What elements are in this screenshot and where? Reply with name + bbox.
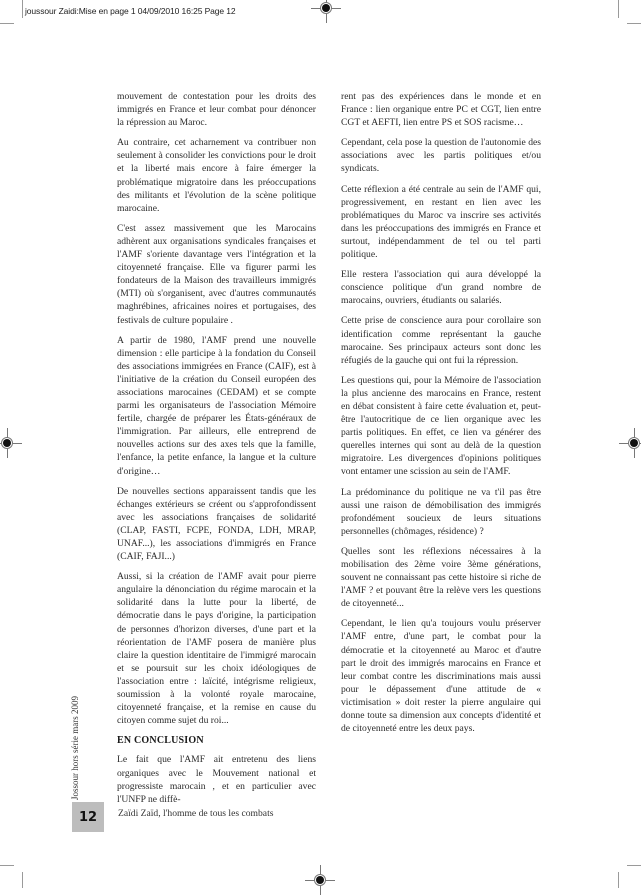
registration-mark-icon	[313, 873, 327, 887]
right-column	[341, 90, 541, 742]
registration-mark-icon	[627, 436, 641, 450]
crop-mark-icon	[627, 865, 641, 866]
section-heading: EN CONCLUSION	[117, 735, 204, 747]
paragraph: Cependant, le lien qu'a toujours voulu préserver l'AMF entre, d'une part, le combat pour la démocratie et la citoyenneté au Maroc et d'autre part le droit des immigrés marocains en France et leur combat contre les discriminations mais aussi pour le dépassement d'une attitude de « victimisation » doit rester la pierre angulaire qui donne toute sa dimension aux concepts d'identité et de citoyenneté entre les deux pays.	[341, 618, 541, 735]
paragraph: Cependant, cela pose la question de l'autonomie des associations avec les partis politiques et/ou syndicats.	[341, 137, 541, 175]
paragraph: Elle restera l'association qui aura développé la conscience politique d'un grand nombre de marocains, ouvriers, étudiants ou salariés.	[341, 269, 541, 307]
crop-mark-icon	[0, 23, 14, 24]
registration-mark-icon	[319, 1, 333, 15]
paragraph: C'est assez massivement que les Marocains adhèrent aux organisations syndicales françaises et l'AMF s'oriente davantage vers l'intégration et la citoyenneté française. Elle va figurer parmi les fondateurs de la Maison des travailleurs immigrés (MTI) où s'organisent, avec d'autres communautés maghrébines, africaines noires et portugaises, des festivals de culture populaire .	[117, 222, 316, 326]
paragraph: Aussi, si la création de l'AMF avait pour pierre angulaire la dénonciation du régime marocain et la solidarité dans la lutte pour la liberté, de démocratie dans le pays d'origine, la participation de personnes d'horizon diverses, d'une part et la réorientation de l'AMF posera de manière plus claire la question identitaire de l'immigré marocain et se poursuit sur les choix idéologiques de l'association entre : laïcité, intégrisme religieux, soumission à la volonté royale marocaine, citoyenneté française, et la remise en cause du citoyen comme sujet du roi...	[117, 571, 316, 727]
crop-mark-icon	[0, 865, 14, 866]
page-number: 12	[78, 809, 98, 825]
printer-slug: joussour Zaidi:Mise en page 1 04/09/2010 16:25 Page 12	[25, 6, 236, 16]
crop-mark-icon	[618, 0, 619, 18]
publication-sidebar-text: Jossour hors série mars 2009	[70, 696, 80, 800]
paragraph: La prédominance du politique ne va t'il pas être aussi une raison de démobilisation des immigrés profondément soucieux de leurs situations personnelles (chômages, résidence) ?	[341, 486, 541, 537]
page-number-box	[72, 802, 104, 832]
registration-mark-icon	[0, 436, 14, 450]
running-footer-title: Zaïdi Zaïd, l'homme de tous les combats	[118, 808, 274, 819]
crop-mark-icon	[618, 872, 619, 888]
paragraph: A partir de 1980, l'AMF prend une nouvelle dimension : elle participe à la fondation du Conseil des associations immigrées en France (CAIF), est à l'initiative de la création du Conseil européen des associations marocaines (CEDAM) et se compte parmi les organisateurs de l'association Mémoire fertile, chargée de préparer les États-généraux de l'immigration. Par ailleurs, elle entreprend de nouvelles actions sur des axes tels que la famille, l'enfance, la petite enfance, la langue et la culture d'origine…	[117, 334, 316, 477]
paragraph: Au contraire, cet acharnement va contribuer non seulement à consolider les convictions pour le droit et la liberté mais encore à faire émerger la problématique migratoire dans les préoccupations des militants et l'évolution de la scène politique marocaine.	[117, 137, 316, 214]
crop-mark-icon	[22, 872, 23, 888]
paragraph: mouvement de contestation pour les droits des immigrés en France et leur combat pour dénoncer la répression au Maroc.	[117, 91, 316, 129]
paragraph: Les questions qui, pour la Mémoire de l'association la plus ancienne des marocains en France, restent en débat consistent à faire cette évaluation et, peut-être l'autocritique de ce lien organique avec les partis politiques. En effet, ce lien va générer des querelles internes qui sont au delà de la question migratoire. Les divergences d'opinions politiques vont entamer une scission au sein de l'AMF.	[341, 374, 541, 478]
paragraph: rent pas des expériences dans le monde et en France : lien organique entre PC et CGT, lien entre CGT et AEFTI, lien entre PS et SOS racisme…	[341, 91, 541, 129]
paragraph: Cette réflexion a été centrale au sein de l'AMF qui, progressivement, en restant en lien avec les problématiques du Maroc va inscrire ses activités dans les préoccupations des immigrés en France et surtout, indépendamment de tel ou tel parti politique.	[341, 183, 541, 261]
crop-mark-icon	[22, 0, 23, 18]
crop-mark-icon	[627, 23, 641, 24]
paragraph: Le fait que l'AMF ait entretenu des liens organiques avec le Mouvement national et progressiste marocain , et en particulier avec l'UNFP ne diffè-	[117, 754, 316, 805]
paragraph: De nouvelles sections apparaissent tandis que les échanges extérieurs se créent ou s'approfondissent avec les associations françaises de solidarité (CLAP, FASTI, FCPE, FONDA, LDH, MRAP, UNAF...), les associations d'immigrés en France (CAIF, FAJI...)	[117, 485, 316, 563]
paragraph: Quelles sont les réflexions nécessaires à la mobilisation des 2ème voire 3ème générations, souvent ne connaissant pas cette histoire si riche de l'AMF ? et pouvant être la relève vers les questions de citoyenneté...	[341, 545, 541, 610]
paragraph: Cette prise de conscience aura pour corollaire son identification comme représentant la gauche marocaine. Ses principaux acteurs sont donc les réfugiés de la gauche qui ont fui la répression.	[341, 315, 541, 366]
left-column	[117, 90, 316, 813]
